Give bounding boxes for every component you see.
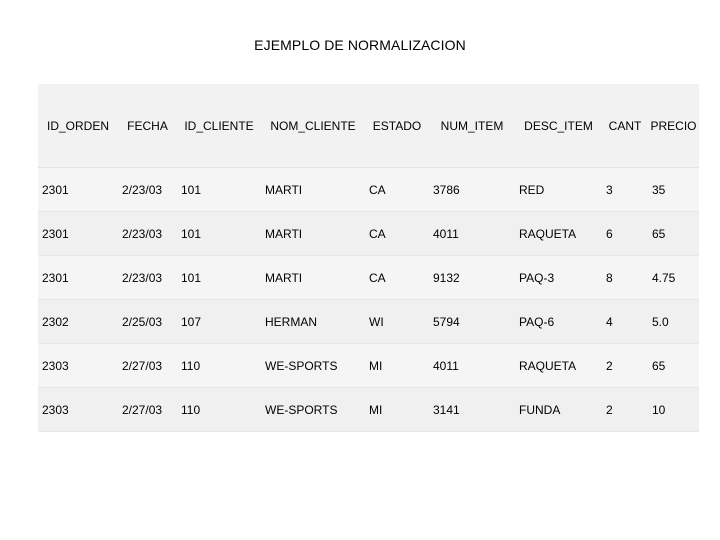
cell-precio: 65 [648, 212, 699, 256]
cell-desc-item: RAQUETA [515, 212, 602, 256]
normalization-table [38, 84, 699, 432]
cell-desc-item: PAQ-6 [515, 300, 602, 344]
header-precio: PRECIO [648, 84, 699, 168]
header-desc-item: DESC_ITEM [515, 84, 602, 168]
header-num-item: NUM_ITEM [429, 84, 515, 168]
cell-nom-cliente: WE-SPORTS [261, 344, 365, 388]
cell-estado: CA [365, 168, 429, 212]
cell-id-cliente: 101 [177, 168, 261, 212]
cell-fecha: 2/27/03 [118, 344, 177, 388]
table-row [38, 388, 699, 432]
header-nom-cliente: NOM_CLIENTE [261, 84, 365, 168]
header-cant: CANT [602, 84, 648, 168]
table-row [38, 344, 699, 388]
cell-num-item: 4011 [429, 344, 515, 388]
cell-num-item: 9132 [429, 256, 515, 300]
header-id-orden: ID_ORDEN [38, 84, 118, 168]
header-fecha: FECHA [118, 84, 177, 168]
cell-nom-cliente: MARTI [261, 256, 365, 300]
cell-nom-cliente: MARTI [261, 212, 365, 256]
cell-id-cliente: 107 [177, 300, 261, 344]
cell-id-orden: 2301 [38, 212, 118, 256]
table-row [38, 212, 699, 256]
cell-nom-cliente: HERMAN [261, 300, 365, 344]
cell-fecha: 2/23/03 [118, 256, 177, 300]
header-estado: ESTADO [365, 84, 429, 168]
cell-id-cliente: 101 [177, 212, 261, 256]
cell-id-orden: 2303 [38, 344, 118, 388]
cell-fecha: 2/27/03 [118, 388, 177, 432]
cell-precio: 35 [648, 168, 699, 212]
cell-id-orden: 2301 [38, 168, 118, 212]
cell-num-item: 4011 [429, 212, 515, 256]
cell-desc-item: PAQ-3 [515, 256, 602, 300]
cell-id-cliente: 110 [177, 344, 261, 388]
table-header-row [38, 84, 699, 168]
normalization-table-container [38, 84, 699, 417]
cell-fecha: 2/23/03 [118, 212, 177, 256]
cell-estado: MI [365, 388, 429, 432]
cell-id-orden: 2303 [38, 388, 118, 432]
cell-nom-cliente: MARTI [261, 168, 365, 212]
cell-precio: 5.0 [648, 300, 699, 344]
page-title: EJEMPLO DE NORMALIZACION [254, 37, 466, 53]
cell-desc-item: RED [515, 168, 602, 212]
table-row [38, 300, 699, 344]
cell-cant: 8 [602, 256, 648, 300]
cell-num-item: 3786 [429, 168, 515, 212]
table-row [38, 168, 699, 212]
cell-num-item: 5794 [429, 300, 515, 344]
cell-id-cliente: 101 [177, 256, 261, 300]
cell-estado: WI [365, 300, 429, 344]
cell-num-item: 3141 [429, 388, 515, 432]
header-id-cliente: ID_CLIENTE [177, 84, 261, 168]
cell-precio: 10 [648, 388, 699, 432]
cell-id-cliente: 110 [177, 388, 261, 432]
cell-nom-cliente: WE-SPORTS [261, 388, 365, 432]
cell-cant: 2 [602, 388, 648, 432]
cell-fecha: 2/25/03 [118, 300, 177, 344]
cell-desc-item: FUNDA [515, 388, 602, 432]
cell-desc-item: RAQUETA [515, 344, 602, 388]
table-row [38, 256, 699, 300]
cell-cant: 3 [602, 168, 648, 212]
cell-estado: CA [365, 256, 429, 300]
cell-cant: 6 [602, 212, 648, 256]
cell-precio: 4.75 [648, 256, 699, 300]
cell-id-orden: 2302 [38, 300, 118, 344]
cell-precio: 65 [648, 344, 699, 388]
cell-cant: 4 [602, 300, 648, 344]
cell-cant: 2 [602, 344, 648, 388]
cell-estado: MI [365, 344, 429, 388]
cell-id-orden: 2301 [38, 256, 118, 300]
cell-estado: CA [365, 212, 429, 256]
cell-fecha: 2/23/03 [118, 168, 177, 212]
